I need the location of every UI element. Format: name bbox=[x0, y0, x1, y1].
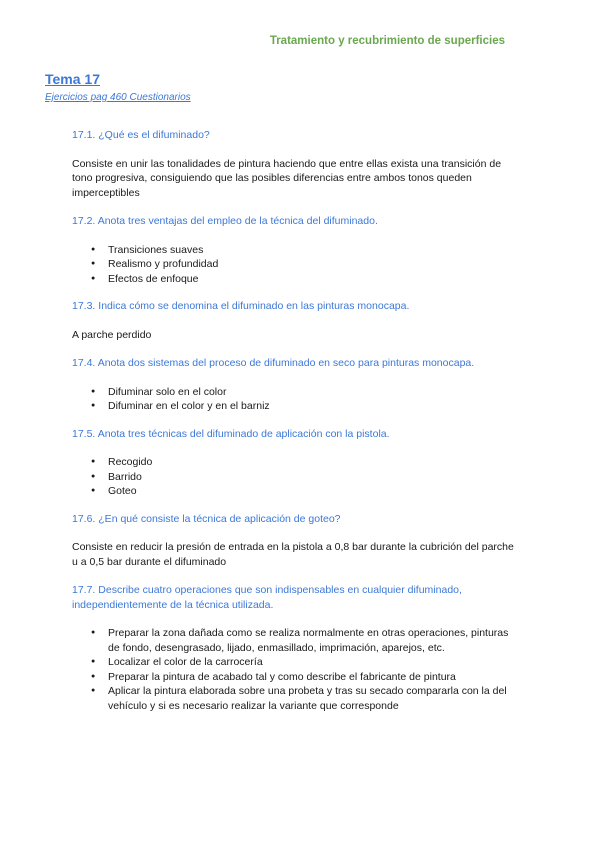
content bbox=[72, 128, 520, 726]
question-17-2: 17.2. Anota tres ventajas del empleo de la técnica del difuminado. bbox=[72, 215, 378, 227]
answer-17-6: Consiste en reducir la presión de entrada en la pistola a 0,8 bar durante la cubrición del parche u a 0,5 bar durante el difuminado bbox=[72, 541, 514, 568]
list-item: ● Barrido bbox=[108, 470, 520, 485]
list-item: ● Goteo bbox=[108, 484, 520, 499]
list-item: ● Preparar la zona dañada como se realiza normalmente en otras operaciones, pinturas de fondo, desengrasado, lijado, enmasillado, imprimación, aparejos, etc. bbox=[108, 626, 520, 655]
list-item: ● Difuminar solo en el color bbox=[108, 385, 520, 400]
page-subtitle: Ejercicios pag 460 Cuestionarios bbox=[45, 92, 191, 103]
list-item: ● Transiciones suaves bbox=[108, 243, 520, 258]
question-17-6: 17.6. ¿En qué consiste la técnica de aplicación de goteo? bbox=[72, 512, 341, 525]
answer-list-17-7 bbox=[72, 626, 520, 713]
question-17-4: 17.4. Anota dos sistemas del proceso de difuminado en seco para pinturas monocapa. bbox=[72, 357, 475, 369]
answer-list-17-2 bbox=[72, 243, 520, 287]
list-item: ● Localizar el color de la carrocería bbox=[108, 655, 520, 670]
list-item: ● Aplicar la pintura elaborada sobre una probeta y tras su secado compararla con la del vehículo y si es necesario realizar la variante que corresponde bbox=[108, 684, 520, 713]
list-item: ● Difuminar en el color y en el barniz bbox=[108, 399, 520, 414]
document-header: Tratamiento y recubrimiento de superficies bbox=[269, 35, 505, 47]
list-item: ● Preparar la pintura de acabado tal y como describe el fabricante de pintura bbox=[108, 670, 520, 685]
question-17-1: 17.1. ¿Qué es el difuminado? bbox=[72, 129, 210, 141]
question-17-3: 17.3. Indica cómo se denomina el difuminado en las pinturas monocapa. bbox=[72, 300, 410, 312]
page-title: Tema 17 bbox=[45, 71, 100, 87]
answer-list-17-5 bbox=[72, 455, 520, 499]
answer-list-17-4 bbox=[72, 385, 520, 414]
question-17-5: 17.5. Anota tres técnicas del difuminado de aplicación con la pistola. bbox=[72, 427, 390, 440]
list-item: ● Realismo y profundidad bbox=[108, 257, 520, 272]
question-17-7: 17.7. Describe cuatro operaciones que son indispensables en cualquier difuminado, independientemente de la técnica utilizada. bbox=[72, 584, 462, 611]
list-item: ● Recogido bbox=[108, 455, 520, 470]
answer-17-1: Consiste en unir las tonalidades de pintura haciendo que entre ellas exista una transición de tono progresiva, consiguiendo que las posibles diferencias entre ambos tonos queden imperceptibles bbox=[72, 157, 502, 199]
list-item: ● Efectos de enfoque bbox=[108, 272, 520, 287]
answer-17-3: A parche perdido bbox=[72, 328, 152, 341]
